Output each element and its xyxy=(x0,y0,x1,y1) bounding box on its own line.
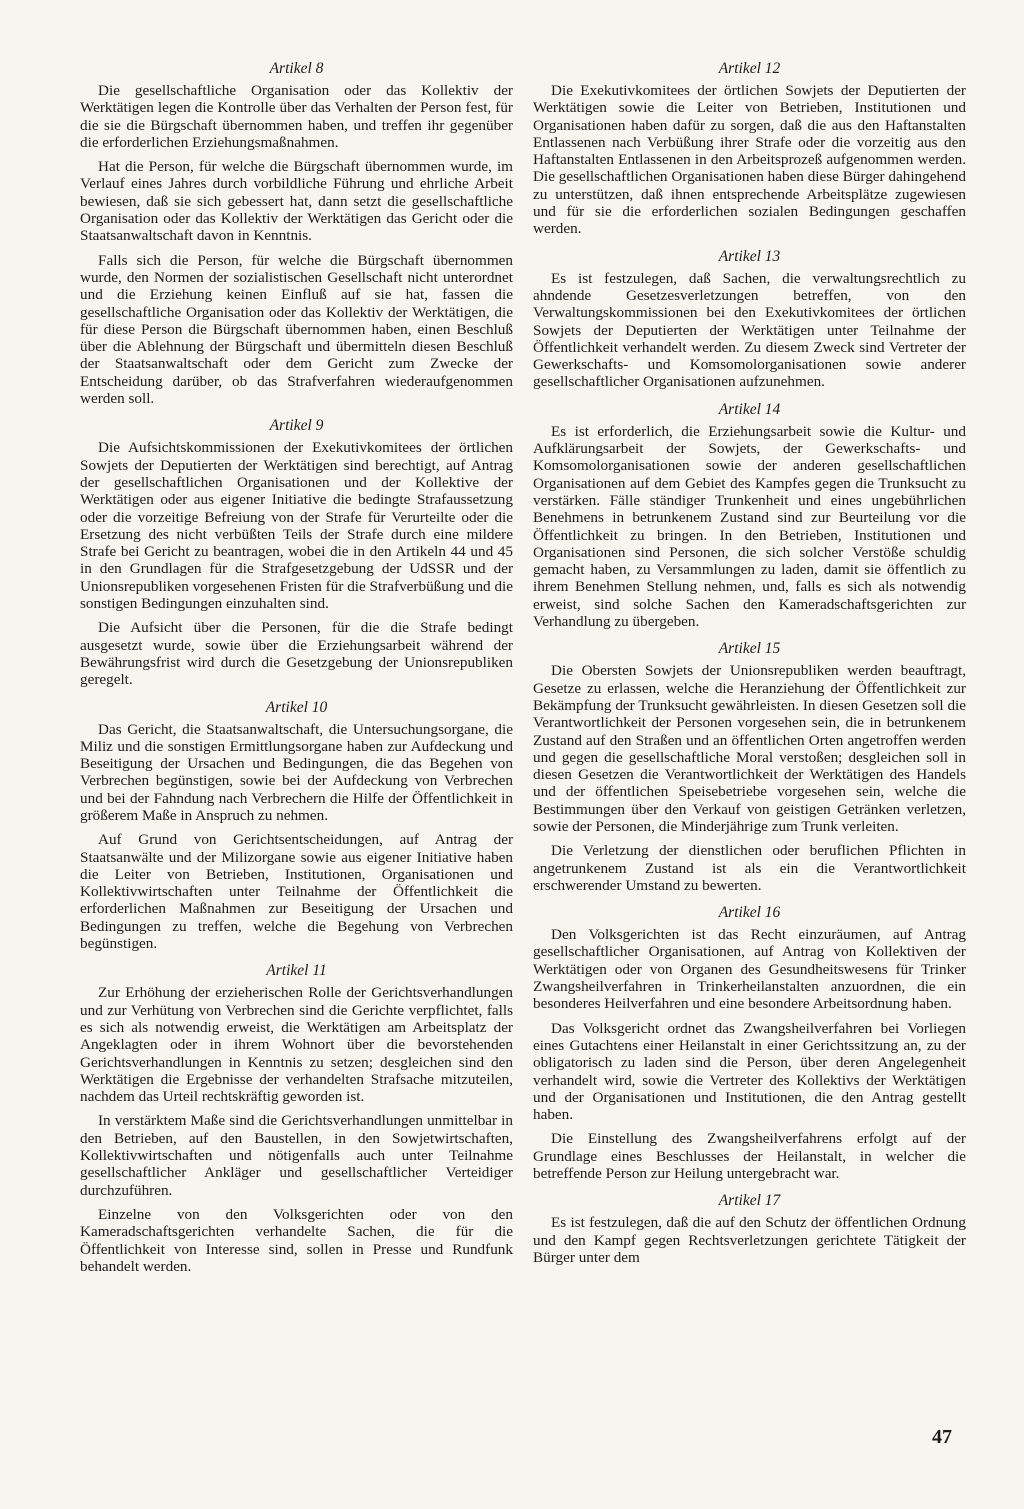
article-paragraph: Es ist festzulegen, daß die auf den Schutz der öffentlichen Ordnung und den Kampf gegen Rechtsverletzungen gerichtete Tätigkeit der Bürger unter dem xyxy=(533,1214,966,1266)
article-paragraph: Das Volksgericht ordnet das Zwangsheilverfahren bei Vorliegen eines Gutachtens einer Heilanstalt in einer Gerichtssitzung an, zu der obligatorisch zu laden sind die Person, über deren Angelegenheit verhandelt wird, sowie die Vertreter des Kollektivs der Werktätigen und der Organisationen und Institutionen, die den Antrag gestellt haben. xyxy=(533,1019,966,1124)
page-number: 47 xyxy=(932,1426,952,1448)
article-paragraph: Das Gericht, die Staatsanwaltschaft, die Untersuchungsorgane, die Miliz und die sonstigen Ermittlungsorgane haben zur Aufdeckung und Beseitigung der Ursachen und Bedingungen, die das Begehen von Verbrechen begünstigen, sowie bei der Aufdeckung von Verbrechen und bei der Fahndung nach Verbrechern die Hilfe der Öffentlichkeit in größerem Maße in Anspruch zu nehmen. xyxy=(80,720,513,824)
article-paragraph: Hat die Person, für welche die Bürgschaft übernommen wurde, im Verlauf eines Jahres durch vorbildliche Führung und ehrliche Arbeit bewiesen, daß sie sich gebessert hat, dann setzt die gesellschaftliche Organisation oder das Kollektiv der Werktätigen das Gericht oder die Staatsanwaltschaft davon in Kenntnis. xyxy=(80,158,513,245)
article-paragraph: Die Exekutivkomitees der örtlichen Sowjets der Deputierten der Werktätigen sowie die Leiter von Betrieben, Institutionen und Organisationen haben dafür zu sorgen, daß die aus den Haftanstalten Entlassenen nach Verbüßung ihrer Strafe oder die vorzeitig aus den Haftanstalten Entlassenen in den Arbeitsprozeß aufgenommen werden. Die gesellschaftlichen Organisationen haben diese Bürger dahingehend zu unterstützen, daß ihnen entsprechende Arbeitsplätze zugewiesen und für sie die erforderlichen sozialen Bedingungen geschaffen werden. xyxy=(533,82,966,238)
article-9 xyxy=(80,416,513,688)
article-heading: Artikel 13 xyxy=(718,247,781,265)
article-8 xyxy=(80,59,513,407)
article-heading: Artikel 14 xyxy=(718,400,781,418)
article-16 xyxy=(533,903,966,1182)
article-15 xyxy=(533,639,966,894)
article-paragraph: Die Aufsichtskommissionen der Exekutivkomitees der örtlichen Sowjets der Deputierten der Werktätigen sind berechtigt, auf Antrag der gesellschaftlichen Organisationen und der Kollektive der Werktätigen oder aus eigener Initiative die bedingte Strafaussetzung oder die vorzeitige Befreiung von der Strafe für Verurteilte oder die Ersetzung des nicht verbüßten Teils der Strafe durch eine mildere Strafe bei Gericht zu beantragen, wobei die in den Artikeln 44 und 45 in den Grundlagen für die Strafgesetzgebung der UdSSR und der Unionsrepubliken vorgesehenen Fristen für die Strafverbüßung und die sonstigen Bedingungen einzuhalten sind. xyxy=(80,439,513,613)
article-paragraph: Die gesellschaftliche Organisation oder das Kollektiv der Werktätigen legen die Kontrolle über das Verhalten der Person fest, für die sie die Bürgschaft übernommen haben, und treffen ihr gegenüber die erforderlichen Erziehungsmaßnahmen. xyxy=(80,82,513,151)
article-heading: Artikel 9 xyxy=(269,417,324,435)
article-paragraph: Zur Erhöhung der erzieherischen Rolle der Gerichtsverhandlungen und zur Verhütung von Verbrechen sind die Gerichte verpflichtet, falls es sich als notwendig erweist, die Werktätigen am Arbeitsplatz der Angeklagten oder in ihrem Wohnort über die bevorstehenden Gerichtsverhandlungen in Kenntnis zu setzen; desgleichen sind den Werktätigen die Ergebnisse der verhandelten Strafsache mitzuteilen, nachdem das Urteil rechtskräftig geworden ist. xyxy=(80,984,513,1106)
article-heading: Artikel 10 xyxy=(265,698,328,716)
article-paragraph: Die Aufsicht über die Personen, für die die Strafe bedingt ausgesetzt wurde, sowie über die Erziehungsarbeit während der Bewährungsfrist wird durch die Gesetzgebung der Unionsrepubliken geregelt. xyxy=(80,619,513,689)
article-paragraph: Es ist festzulegen, daß Sachen, die verwaltungsrechtlich zu ahndende Gesetzesverletzungen betreffen, von den Verwaltungskommissionen bei den Exekutivkomitees der örtlichen Sowjets der Deputierten der Werktätigen unter Teilnahme der Öffentlichkeit verhandelt werden. Zu diesem Zweck sind Vertreter der Gewerkschafts- und Komsomolorganisationen sowie anderer gesellschaftlicher Organisationen aufzunehmen. xyxy=(533,269,966,391)
article-17 xyxy=(533,1191,966,1266)
article-10 xyxy=(80,698,513,953)
article-paragraph: Auf Grund von Gerichtsentscheidungen, auf Antrag der Staatsanwälte und der Milizorgane sowie aus eigener Initiative haben die Leiter von Betrieben, Institutionen, Organisationen und Kollektivwirtschaften unter Teilnahme der Öffentlichkeit die erforderlichen Maßnahmen zur Beseitigung der Ursachen und Bedingungen zu treffen, welche die Begehung von Verbrechen begünstigen. xyxy=(80,831,513,953)
article-paragraph: In verstärktem Maße sind die Gerichtsverhandlungen unmittelbar in den Betrieben, auf den Baustellen, in den Sowjetwirtschaften, Kollektivwirtschaften und nötigenfalls auch unter Teilnahme gesellschaftlicher Ankläger und gesellschaftlicher Verteidiger durchzuführen. xyxy=(80,1112,513,1199)
article-paragraph: Es ist erforderlich, die Erziehungsarbeit sowie die Kultur- und Aufklärungsarbeit der Sowjets, der Gewerkschafts- und Komsomolorganisationen sowie der anderen gesellschaftlichen Organisationen auf dem Gebiet des Kampfes gegen die Trunksucht zu verstärken. Fälle ständiger Trunkenheit und eines ungebührlichen Benehmens in betrunkenem Zustand sind zur Beurteilung vor die Öffentlichkeit zu bringen. In den Betrieben, Institutionen und Organisationen sind Personen, die sich solcher Verstöße schuldig gemacht haben, zu Versammlungen zu laden, damit sie öffentlich zu ihrem Benehmen Stellung nehmen, und, falls es sich als notwendig erweist, sind solche Sachen den Kameradschaftsgerichten zur Verhandlung zu übergeben. xyxy=(533,422,966,631)
article-14 xyxy=(533,400,966,631)
article-heading: Artikel 8 xyxy=(269,60,324,77)
article-paragraph: Die Obersten Sowjets der Unionsrepubliken werden beauftragt, Gesetze zu erlassen, welche die Heranziehung der Öffentlichkeit zur Bekämpfung der Trunksucht gewährleisten. In diesen Gesetzen soll die Verantwortlichkeit der Personen vorgesehen sein, die in betrunkenem Zustand auf den Straßen und an öffentlichen Orten angetroffen werden und gegen die gesellschaftliche Moral verstoßen; desgleichen soll in diesen Gesetzen die Verantwortlichkeit der Werktätigen des Handels und der öffentlichen Speisebetriebe vorgesehen sein, welche die Bestimmungen über den Verkauf von geistigen Getränken verletzen, sowie der Personen, die Minderjährige zum Trunk verleiten. xyxy=(533,662,966,835)
article-heading: Artikel 12 xyxy=(718,60,781,77)
article-paragraph: Falls sich die Person, für welche die Bürgschaft übernommen wurde, den Normen der sozialistischen Gesellschaft nicht unterordnet und die Erziehung keinen Einfluß auf sie hat, fassen die gesellschaftliche Organisation oder das Kollektiv der Werktätigen, die für diese Person die Bürgschaft übernommen haben, einen Beschluß über die Ablehnung der Bürgschaft und übermitteln diesen Beschluß der Staatsanwaltschaft oder dem Gericht zum Zwecke der Entscheidung darüber, ob das Strafverfahren wiederaufgenommen werden soll. xyxy=(80,251,513,408)
left-column xyxy=(80,56,513,1284)
article-heading: Artikel 16 xyxy=(718,904,781,922)
article-13 xyxy=(533,247,966,391)
article-paragraph: Den Volksgerichten ist das Recht einzuräumen, auf Antrag gesellschaftlicher Organisationen, auf Antrag von Kollektiven der Werktätigen oder von Organen des Gesundheitswesens für Trinker Zwangsheilverfahren in Trinkerheilanstalten anzuordnen, die ein besonderes Heilverfahren und eine besondere Arbeitsordnung haben. xyxy=(533,926,966,1013)
article-paragraph: Die Verletzung der dienstlichen oder beruflichen Pflichten in angetrunkenem Zustand ist als ein die Verantwortlichkeit erschwerender Umstand zu bewerten. xyxy=(533,842,966,894)
article-paragraph: Einzelne von den Volksgerichten oder von den Kameradschaftsgerichten verhandelte Sachen, die für die Öffentlichkeit von Interesse sind, sollen in Presse und Rundfunk behandelt werden. xyxy=(80,1205,513,1275)
article-heading: Artikel 15 xyxy=(718,640,781,658)
article-heading: Artikel 17 xyxy=(718,1192,781,1210)
article-11 xyxy=(80,961,513,1275)
article-heading: Artikel 11 xyxy=(266,962,327,980)
article-12 xyxy=(533,59,966,238)
article-paragraph: Die Einstellung des Zwangsheilverfahrens erfolgt auf der Grundlage eines Beschlusses der Heilanstalt, in welcher die betreffende Person zur Heilung untergebracht war. xyxy=(533,1130,966,1183)
right-column xyxy=(533,56,966,1275)
